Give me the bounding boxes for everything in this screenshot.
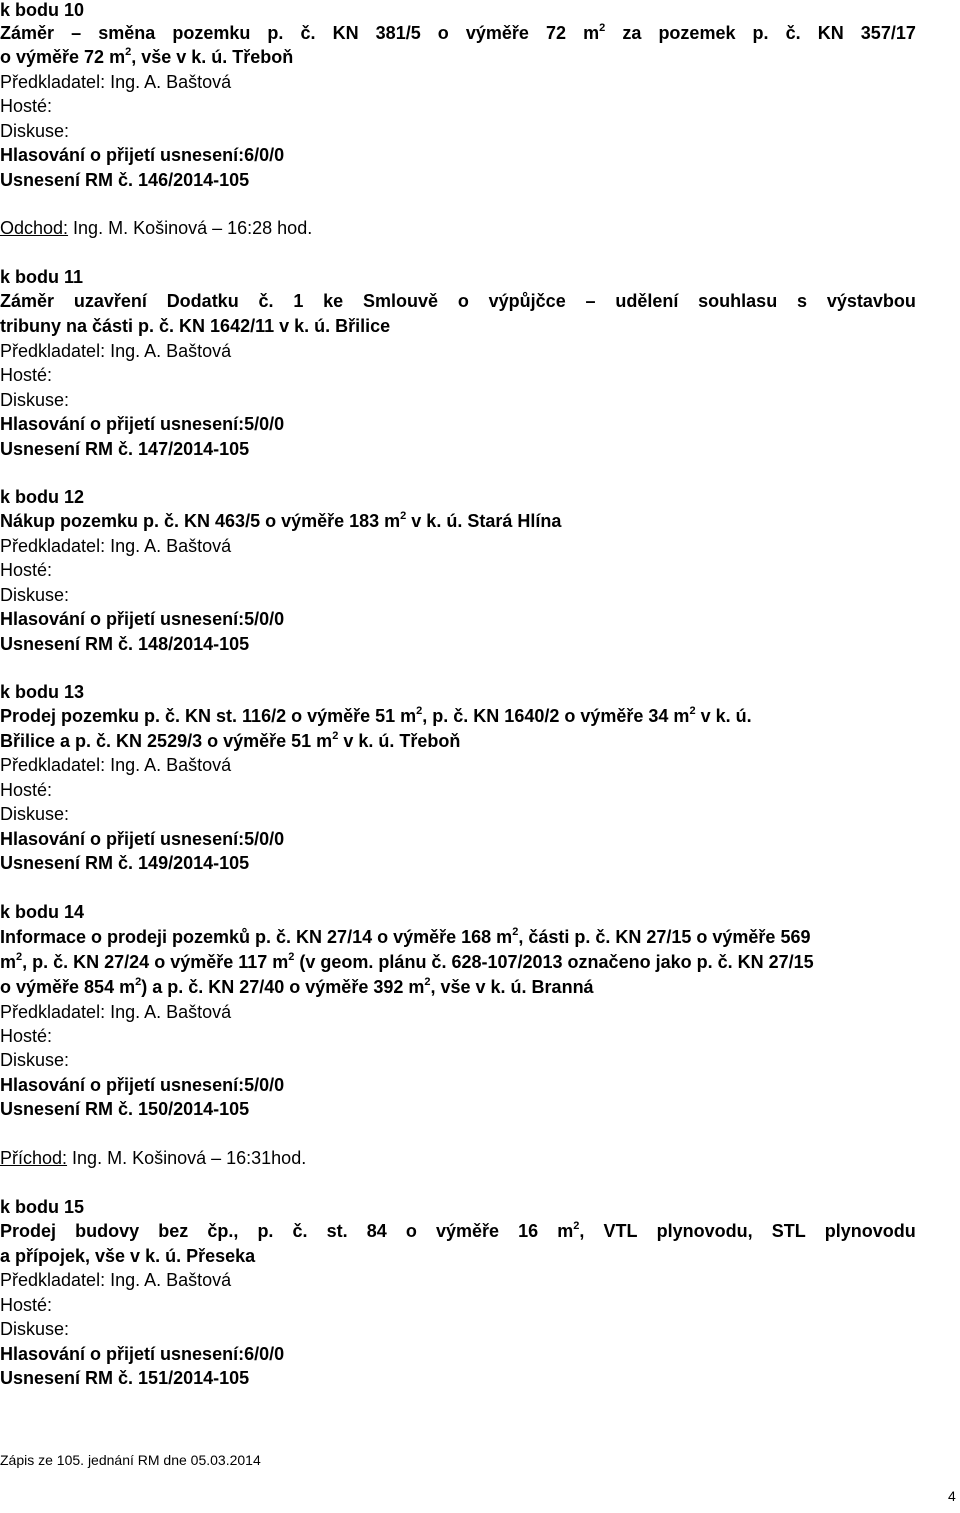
word: souhlasu [698, 291, 778, 311]
text: , p. č. KN 1640/2 o výměře 34 m [422, 706, 690, 726]
section-12-guests: Hosté: [0, 560, 53, 580]
text: ) a p. č. KN 27/40 o výměře 392 m [141, 977, 425, 997]
word: p. [257, 1221, 274, 1241]
section-10-guests: Hosté: [0, 96, 53, 116]
word: 357/17 [860, 23, 916, 43]
word: Záměr [0, 23, 55, 43]
section-15-vote: Hlasování o přijetí usnesení:6/0/0 [0, 1344, 285, 1364]
section-14-guests: Hosté: [0, 1026, 53, 1046]
section-14-title-line-3 [0, 975, 594, 999]
word: s [797, 291, 808, 311]
word: 381/5 [375, 23, 421, 43]
word: st. [326, 1221, 348, 1241]
text: Břilice a p. č. KN 2529/3 o výměře 51 m [0, 731, 333, 751]
section-15-title-line-1 [0, 1219, 916, 1243]
section-10-vote: Hlasování o přijetí usnesení:6/0/0 [0, 145, 285, 165]
word: uzavření [73, 291, 147, 311]
word: udělení [615, 291, 679, 311]
section-15-title-line-2: a přípojek, vše v k. ú. Přeseka [0, 1246, 256, 1266]
word: č. [785, 23, 801, 43]
word: KN [817, 23, 844, 43]
word: Dodatku [166, 291, 239, 311]
section-13-title-line-2 [0, 729, 460, 753]
word: VTL [603, 1221, 638, 1241]
section-11-guests: Hosté: [0, 365, 53, 385]
text: v k. ú. Stará Hlína [406, 511, 562, 531]
word: p. [267, 23, 284, 43]
text: , vše v k. ú. Branná [430, 977, 594, 997]
superscript: 2 [573, 1220, 580, 1232]
section-12-discussion: Diskuse: [0, 585, 70, 605]
text: , p. č. KN 27/24 o výměře 117 m [22, 952, 289, 972]
section-15-discussion: Diskuse: [0, 1319, 70, 1339]
word: výstavbou [826, 291, 916, 311]
word: o [457, 291, 469, 311]
page-footer: Zápis ze 105. jednání RM dne 05.03.2014 [0, 1452, 261, 1468]
section-12-resolution: Usnesení RM č. 148/2014-105 [0, 634, 250, 654]
section-12-vote: Hlasování o přijetí usnesení:5/0/0 [0, 609, 285, 629]
superscript: 2 [400, 510, 407, 522]
section-13-presenter: Předkladatel: Ing. A. Baštová [0, 755, 232, 775]
word: č. [258, 291, 274, 311]
word: – [585, 291, 596, 311]
word: 72 [546, 23, 567, 43]
section-14-resolution: Usnesení RM č. 150/2014-105 [0, 1099, 250, 1119]
superscript: 2 [16, 951, 23, 963]
text: v k. ú. Třeboň [338, 731, 461, 751]
section-13-title-line-1 [0, 704, 752, 728]
section-15-resolution: Usnesení RM č. 151/2014-105 [0, 1368, 250, 1388]
word: výpůjčce [488, 291, 566, 311]
section-15-presenter: Předkladatel: Ing. A. Baštová [0, 1270, 232, 1290]
page-number: 4 [948, 1488, 956, 1504]
text: v k. ú. [695, 706, 752, 726]
word: KN [332, 23, 359, 43]
section-11-vote: Hlasování o přijetí usnesení:5/0/0 [0, 414, 285, 434]
word: o [437, 23, 449, 43]
text: Prodej pozemku p. č. KN st. 116/2 o výměře 51 m [0, 706, 417, 726]
section-15-heading: k bodu 15 [0, 1197, 85, 1217]
word: ke [323, 291, 344, 311]
unit: m [557, 1221, 574, 1241]
section-15-guests: Hosté: [0, 1295, 53, 1315]
superscript: 2 [125, 46, 132, 58]
arrival-label: Příchod: [0, 1148, 68, 1168]
section-13-vote: Hlasování o přijetí usnesení:5/0/0 [0, 829, 285, 849]
section-11-presenter: Předkladatel: Ing. A. Baštová [0, 341, 232, 361]
word: bez [158, 1221, 189, 1241]
word: o [405, 1221, 417, 1241]
section-10-presenter: Předkladatel: Ing. A. Baštová [0, 72, 232, 92]
section-11-title-line-1 [0, 289, 916, 313]
word: výměře [435, 1221, 500, 1241]
section-13-heading: k bodu 13 [0, 682, 85, 702]
word: pozemek [658, 23, 736, 43]
section-14-vote: Hlasování o přijetí usnesení:5/0/0 [0, 1075, 285, 1095]
section-14-heading: k bodu 14 [0, 902, 85, 922]
word: Záměr [0, 291, 55, 311]
word: 84 [366, 1221, 387, 1241]
section-12-title [0, 509, 561, 533]
section-14-presenter: Předkladatel: Ing. A. Baštová [0, 1002, 232, 1022]
section-11-discussion: Diskuse: [0, 390, 70, 410]
section-13-resolution: Usnesení RM č. 149/2014-105 [0, 853, 250, 873]
word: pozemku [172, 23, 251, 43]
text: o výměře 72 m [0, 47, 126, 67]
word: Smlouvě [363, 291, 439, 311]
section-12-heading: k bodu 12 [0, 487, 85, 507]
text: o výměře 854 m [0, 977, 136, 997]
text: Informace o prodeji pozemků p. č. KN 27/14 o výměře 168 m [0, 927, 513, 947]
unit: m [583, 23, 600, 43]
section-10-title-line-1 [0, 21, 916, 45]
section-14-title-line-2 [0, 950, 814, 974]
text: (v geom. plánu č. 628-107/2013 označeno jako p. č. KN 27/15 [294, 952, 814, 972]
section-10-heading: k bodu 10 [0, 0, 85, 20]
word: 1 [293, 291, 304, 311]
section-13-discussion: Diskuse: [0, 804, 70, 824]
section-11-heading: k bodu 11 [0, 267, 84, 287]
word: p. [752, 23, 769, 43]
arrival-note [0, 1146, 306, 1170]
section-11-resolution: Usnesení RM č. 147/2014-105 [0, 439, 250, 459]
word: – [71, 23, 82, 43]
arrival-text: Ing. M. Košinová – 16:31hod. [67, 1148, 307, 1168]
word: čp., [207, 1221, 239, 1241]
text: Nákup pozemku p. č. KN 463/5 o výměře 183 m [0, 511, 401, 531]
section-10-discussion: Diskuse: [0, 121, 70, 141]
section-14-title-line-1 [0, 925, 810, 949]
section-11-title-line-2: tribuny na části p. č. KN 1642/11 v k. ú. Břilice [0, 316, 391, 336]
word: za [622, 23, 642, 43]
departure-label: Odchod: [0, 218, 69, 238]
section-13-guests: Hosté: [0, 780, 53, 800]
word: plynovodu [824, 1221, 916, 1241]
word: budovy [75, 1221, 140, 1241]
word: Prodej [0, 1221, 57, 1241]
word: $m^2$, [557, 1220, 585, 1241]
word: výměře [465, 23, 529, 43]
word: plynovodu, [656, 1221, 753, 1241]
superscript: 2 [424, 976, 431, 988]
superscript: 2 [689, 705, 696, 717]
text: , části p. č. KN 27/15 o výměře 569 [518, 927, 811, 947]
departure-note [0, 216, 312, 240]
superscript: 2 [332, 730, 339, 742]
superscript: 2 [135, 976, 142, 988]
superscript: 2 [599, 22, 606, 34]
word: 16 [518, 1221, 539, 1241]
section-12-presenter: Předkladatel: Ing. A. Baštová [0, 536, 232, 556]
word: č. [292, 1221, 308, 1241]
text: m [0, 952, 17, 972]
section-10-resolution: Usnesení RM č. 146/2014-105 [0, 170, 250, 190]
word: STL [771, 1221, 806, 1241]
word [583, 21, 605, 45]
word: č. [300, 23, 316, 43]
superscript: 2 [512, 926, 519, 938]
section-10-title-line-2 [0, 45, 293, 69]
word: směna [98, 23, 156, 43]
departure-text: Ing. M. Košinová – 16:28 hod. [68, 218, 313, 238]
text: , vše v k. ú. Třeboň [131, 47, 294, 67]
superscript: 2 [288, 951, 295, 963]
section-14-discussion: Diskuse: [0, 1050, 70, 1070]
superscript: 2 [416, 705, 423, 717]
